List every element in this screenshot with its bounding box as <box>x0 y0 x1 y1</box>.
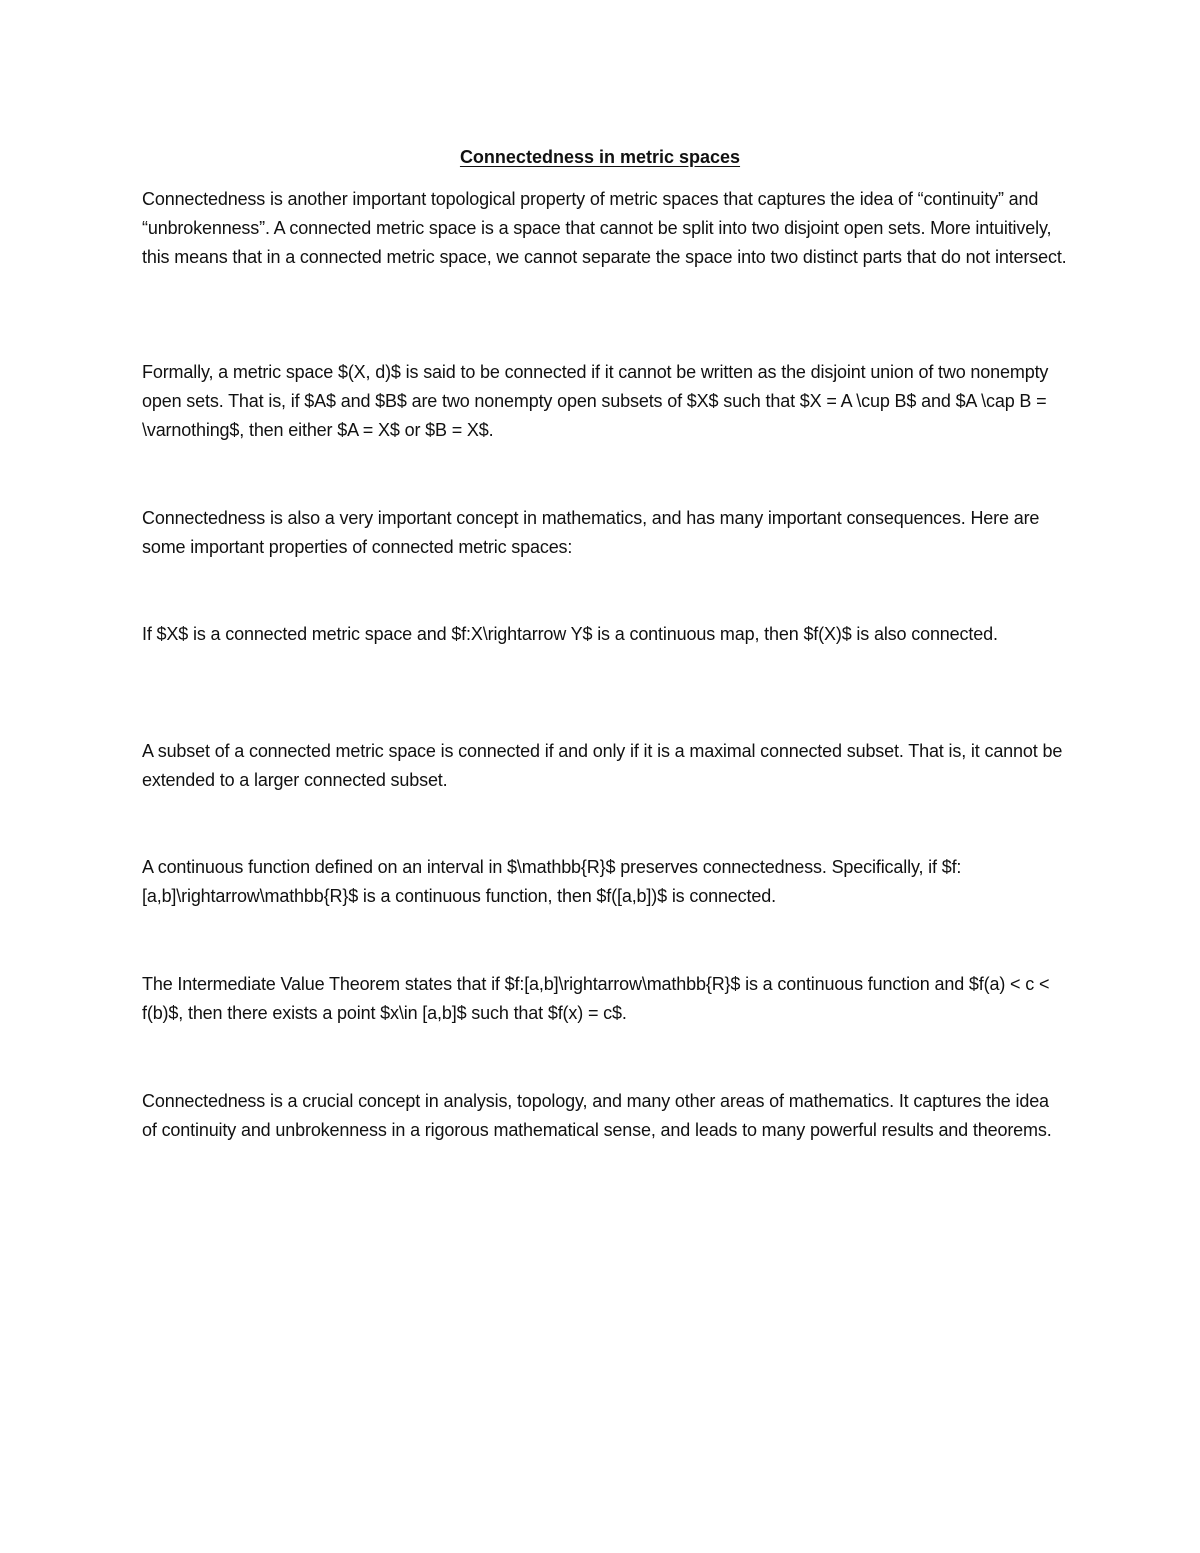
paragraph-importance: Connectedness is also a very important concept in mathematics, and has many important consequences. Here are some important properties of connected metric spaces: <box>142 508 1040 557</box>
paragraph-maximal-subset: A subset of a connected metric space is connected if and only if it is a maximal connected subset. That is, it cannot be extended to a larger connected subset. <box>142 741 1063 790</box>
paragraph-intro: Connectedness is another important topological property of metric spaces that captures the idea of “continuity” and “unbrokenness”. A connected metric space is a space that cannot be split into two disjoint open sets. More intuitively, this means that in a connected metric space, we cannot separate the space into two distinct parts that do not intersect. <box>142 189 1067 267</box>
document-title: Connectedness in metric spaces <box>459 147 741 167</box>
paragraph-interval-function: A continuous function defined on an interval in $\mathbb{R}$ preserves connectedness. Specifically, if $f:[a,b]\rightarrow\mathbb{R}$ is a continuous function, then $f([a,b])$ is connected. <box>142 857 962 906</box>
paragraph-continuous-image: If $X$ is a connected metric space and $f:X\rightarrow Y$ is a continuous map, then $f(X)$ is also connected. <box>142 624 998 644</box>
paragraph-formal-definition: Formally, a metric space $(X, d)$ is said to be connected if it cannot be written as the disjoint union of two nonempty open sets. That is, if $A$ and $B$ are two nonempty open subsets of $X$ such that $X = A \cup B$ and $A \cap B = \varnothing$, then either $A = X$ or $B = X$. <box>142 362 1049 440</box>
paragraph-conclusion: Connectedness is a crucial concept in analysis, topology, and many other areas of mathematics. It captures the idea of continuity and unbrokenness in a rigorous mathematical sense, and leads to many powerful results and theorems. <box>142 1091 1052 1140</box>
paragraph-intermediate-value-theorem: The Intermediate Value Theorem states that if $f:[a,b]\rightarrow\mathbb{R}$ is a continuous function and $f(a) < c < f(b)$, then there exists a point $x\in [a,b]$ such that $f(x) = c$. <box>142 974 1050 1023</box>
